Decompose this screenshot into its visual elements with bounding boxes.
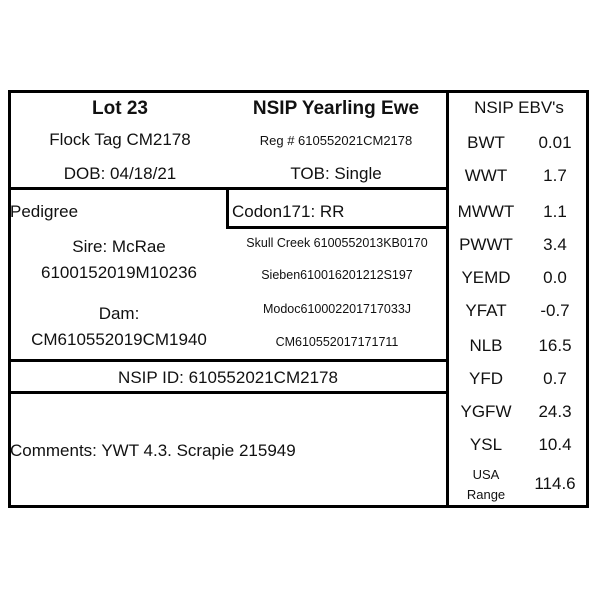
ebv-label-wwt: WWT [464,166,508,185]
ebv-label-range: Range [466,487,506,502]
type-of-birth: TOB: Single [290,164,382,183]
nsip-id: NSIP ID: 610552021CM2178 [118,368,338,387]
ebv-label-usa: USA [472,467,500,482]
sire-id: 6100152019M10236 [41,263,197,282]
ebv-label-ygfw: YGFW [460,402,512,421]
ebv-value-usa-range: 114.6 [534,474,576,493]
ebv-value-yfd: 0.7 [543,369,567,388]
ebv-label-yemd: YEMD [461,268,511,287]
flock-tag: Flock Tag CM2178 [49,130,191,149]
ebv-value-nlb: 16.5 [538,336,572,355]
ebv-value-pwwt: 3.4 [543,235,567,254]
pedigree-label: Pedigree [10,202,79,221]
ebv-value-yfat: -0.7 [540,301,570,320]
ebv-value-mwwt: 1.1 [543,202,567,221]
ebv-value-yemd: 0.0 [543,268,567,287]
ebv-label-pwwt: PWWT [459,235,513,254]
lot-number: Lot 23 [92,98,148,119]
divider-ebv-column [446,90,449,508]
animal-title: NSIP Yearling Ewe [252,98,420,119]
ebv-label-yfat: YFAT [465,301,507,320]
ancestor-sire-sire: Skull Creek 6100552013KB0170 [246,236,428,250]
ebv-value-wwt: 1.7 [543,166,567,185]
divider-pedigree-bottom [8,359,448,362]
ebv-value-ysl: 10.4 [538,435,572,454]
dam-id: CM610552019CM1940 [31,330,207,349]
ebv-header: NSIP EBV's [474,98,564,117]
codon-171: Codon171: RR [232,202,345,221]
divider-nsip-bottom [8,391,448,394]
ancestor-sire-dam: Sieben610016201212S197 [261,268,413,282]
sire-name: Sire: McRae [72,237,166,256]
divider-codon-left [226,187,229,229]
comments: Comments: YWT 4.3. Scrapie 215949 [10,441,296,460]
ancestor-dam-dam: CM610552017171711 [275,335,399,349]
ebv-label-bwt: BWT [467,133,505,152]
ebv-value-ygfw: 24.3 [538,402,572,421]
ancestor-dam-sire: Modoc610002201717033J [262,302,412,316]
divider-codon-bottom [226,226,448,229]
ebv-label-mwwt: MWWT [457,202,515,221]
dam-label: Dam: [98,304,140,323]
ebv-label-ysl: YSL [469,435,503,454]
ebv-label-yfd: YFD [469,369,503,388]
ebv-label-nlb: NLB [469,336,503,355]
ebv-value-bwt: 0.01 [538,133,572,152]
registration-number: Reg # 610552021CM2178 [259,133,413,148]
date-of-birth: DOB: 04/18/21 [63,164,177,183]
